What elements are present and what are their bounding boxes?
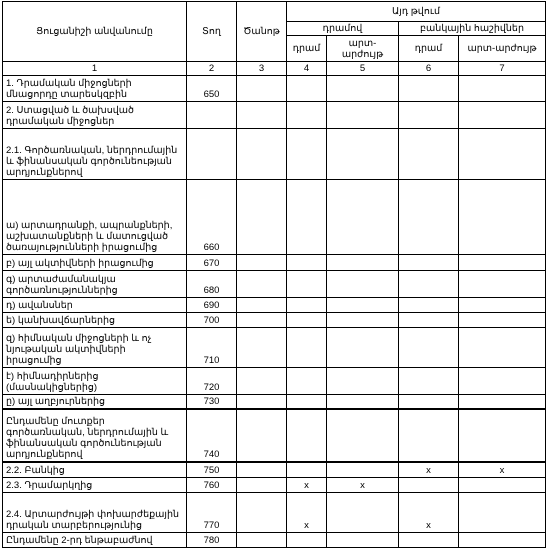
row-note <box>237 102 287 129</box>
row-cash-foreign <box>327 328 399 368</box>
row-name: 2.4. Արտարժույթի փոխարժեքային դրական տարբերությունից <box>3 492 187 532</box>
row-bank-foreign <box>459 313 546 328</box>
row-cash-dram <box>287 76 327 102</box>
row-cash-dram: x <box>287 492 327 532</box>
row-bank-foreign <box>459 328 546 368</box>
row-bank-dram <box>399 129 459 180</box>
row-cash-foreign <box>327 271 399 298</box>
column-number-row <box>3 62 546 76</box>
row-line-code: 740 <box>187 409 237 462</box>
row-cash-dram <box>287 129 327 180</box>
row-note <box>237 271 287 298</box>
row-note <box>237 76 287 102</box>
row-bank-foreign <box>459 298 546 313</box>
col-number: 6 <box>399 62 459 76</box>
row-line-code: 680 <box>187 271 237 298</box>
row-cash-dram <box>287 180 327 255</box>
row-cash-dram <box>287 395 327 410</box>
row-name: է) հիմնադիրներից (մասնակիցներից) <box>3 368 187 395</box>
row-cash-foreign <box>327 298 399 313</box>
row-cash-dram <box>287 313 327 328</box>
row-name: ա) արտադրանքի, ապրանքների, աշխատանքների և մատուցված ծառայությունների իրացումից <box>3 180 187 255</box>
row-bank-dram <box>399 313 459 328</box>
row-cash-foreign <box>327 255 399 271</box>
row-note <box>237 313 287 328</box>
row-cash-foreign <box>327 102 399 129</box>
row-line-code: 700 <box>187 313 237 328</box>
row-note <box>237 180 287 255</box>
table-row <box>3 180 546 255</box>
row-cash-dram <box>287 255 327 271</box>
row-bank-foreign <box>459 409 546 462</box>
row-note <box>237 395 287 410</box>
row-note <box>237 477 287 492</box>
row-cash-foreign <box>327 129 399 180</box>
table-row <box>3 395 546 410</box>
row-note <box>237 298 287 313</box>
row-line-code: 780 <box>187 532 237 547</box>
table-row <box>3 255 546 271</box>
row-bank-dram <box>399 180 459 255</box>
row-name: 2.1. Գործառնական, ներդրումային և ֆինանսական գործունեության արդյունքներով <box>3 129 187 180</box>
header-name: Ցուցանիշի անվանումը <box>3 2 187 62</box>
col-number: 1 <box>3 62 187 76</box>
header-sub-cash: դրամով <box>287 22 399 36</box>
row-cash-foreign <box>327 409 399 462</box>
row-line-code: 650 <box>187 76 237 102</box>
row-line-code <box>187 129 237 180</box>
row-cash-foreign <box>327 492 399 532</box>
row-bank-dram <box>399 255 459 271</box>
table-row <box>3 462 546 477</box>
row-name: ե) կանխավճարներից <box>3 313 187 328</box>
row-bank-foreign <box>459 271 546 298</box>
table-row <box>3 328 546 368</box>
col-number: 5 <box>327 62 399 76</box>
row-line-code: 770 <box>187 492 237 532</box>
row-bank-foreign <box>459 255 546 271</box>
header-col-dram: դրամ <box>287 36 327 62</box>
row-bank-dram <box>399 368 459 395</box>
row-bank-dram <box>399 409 459 462</box>
table-row <box>3 298 546 313</box>
table-row <box>3 492 546 532</box>
col-number: 7 <box>459 62 546 76</box>
row-note <box>237 255 287 271</box>
row-cash-dram <box>287 462 327 477</box>
row-cash-foreign <box>327 76 399 102</box>
row-name: զ) հիմնական միջոցների և ոչ նյութական ակտիվների իրացումից <box>3 328 187 368</box>
row-cash-foreign <box>327 313 399 328</box>
row-note <box>237 409 287 462</box>
row-name: 2. Ստացված և ծախսված դրամական միջոցներ <box>3 102 187 129</box>
row-line-code: 720 <box>187 368 237 395</box>
table-row <box>3 313 546 328</box>
row-bank-dram: x <box>399 492 459 532</box>
row-bank-dram <box>399 102 459 129</box>
row-cash-dram: x <box>287 477 327 492</box>
row-note <box>237 368 287 395</box>
row-name: Ընդամենը 2-րդ ենթաբաժնով <box>3 532 187 547</box>
header-sub-bank: բանկային հաշիվներ <box>399 22 546 36</box>
row-cash-dram <box>287 328 327 368</box>
row-name: ը) այլ աղբյուրներից <box>3 395 187 410</box>
row-line-code: 670 <box>187 255 237 271</box>
row-name: 1. Դրամական միջոցների մնացորդը տարեսկզբին <box>3 76 187 102</box>
row-cash-dram <box>287 271 327 298</box>
header-note: Ծանոթ <box>237 2 287 62</box>
row-cash-foreign: x <box>327 477 399 492</box>
row-bank-foreign <box>459 492 546 532</box>
row-cash-dram <box>287 102 327 129</box>
header-line: Տող <box>187 2 237 62</box>
row-name: բ) այլ ակտիվների իրացումից <box>3 255 187 271</box>
row-line-code: 760 <box>187 477 237 492</box>
row-name: գ) արտաժամանակյա գործառնություններից <box>3 271 187 298</box>
header-col-foreign: արտ-արժույթ <box>459 36 546 62</box>
table-row <box>3 102 546 129</box>
row-bank-foreign <box>459 368 546 395</box>
row-bank-foreign <box>459 129 546 180</box>
cash-flow-table <box>2 1 546 548</box>
row-cash-dram <box>287 298 327 313</box>
row-name: դ) ավանսներ <box>3 298 187 313</box>
row-line-code: 710 <box>187 328 237 368</box>
row-line-code: 690 <box>187 298 237 313</box>
row-line-code: 660 <box>187 180 237 255</box>
row-note <box>237 492 287 532</box>
row-cash-dram <box>287 409 327 462</box>
row-note <box>237 129 287 180</box>
col-number: 2 <box>187 62 237 76</box>
row-cash-dram <box>287 368 327 395</box>
row-bank-dram <box>399 477 459 492</box>
row-cash-foreign <box>327 462 399 477</box>
row-bank-dram <box>399 328 459 368</box>
row-cash-foreign <box>327 368 399 395</box>
row-bank-dram <box>399 395 459 410</box>
row-bank-foreign <box>459 395 546 410</box>
row-name: 2.2. Բանկից <box>3 462 187 477</box>
table-row <box>3 129 546 180</box>
header-col-foreign: արտ-արժույթ <box>327 36 399 62</box>
table-row <box>3 477 546 492</box>
row-bank-dram: x <box>399 462 459 477</box>
row-cash-foreign <box>327 395 399 410</box>
row-bank-dram <box>399 76 459 102</box>
row-name: 2.3. Դրամարկղից <box>3 477 187 492</box>
row-note <box>237 462 287 477</box>
row-bank-dram <box>399 298 459 313</box>
col-number: 4 <box>287 62 327 76</box>
row-bank-dram <box>399 271 459 298</box>
header-total: Այդ թվում <box>287 2 546 22</box>
row-bank-foreign: x <box>459 462 546 477</box>
row-line-code: 730 <box>187 395 237 410</box>
table-row <box>3 76 546 102</box>
row-bank-foreign <box>459 180 546 255</box>
row-bank-foreign <box>459 76 546 102</box>
row-line-code <box>187 102 237 129</box>
col-number: 3 <box>237 62 287 76</box>
row-name: Ընդամենը մուտքեր գործառնական, ներդրումային և ֆինանսական գործունեության արդյունքներով <box>3 409 187 462</box>
header-col-dram: դրամ <box>399 36 459 62</box>
row-bank-foreign <box>459 102 546 129</box>
row-note <box>237 328 287 368</box>
table-row <box>3 271 546 298</box>
table-row <box>3 368 546 395</box>
row-cash-foreign <box>327 180 399 255</box>
row-bank-foreign <box>459 477 546 492</box>
row-line-code: 750 <box>187 462 237 477</box>
table-row <box>3 409 546 462</box>
